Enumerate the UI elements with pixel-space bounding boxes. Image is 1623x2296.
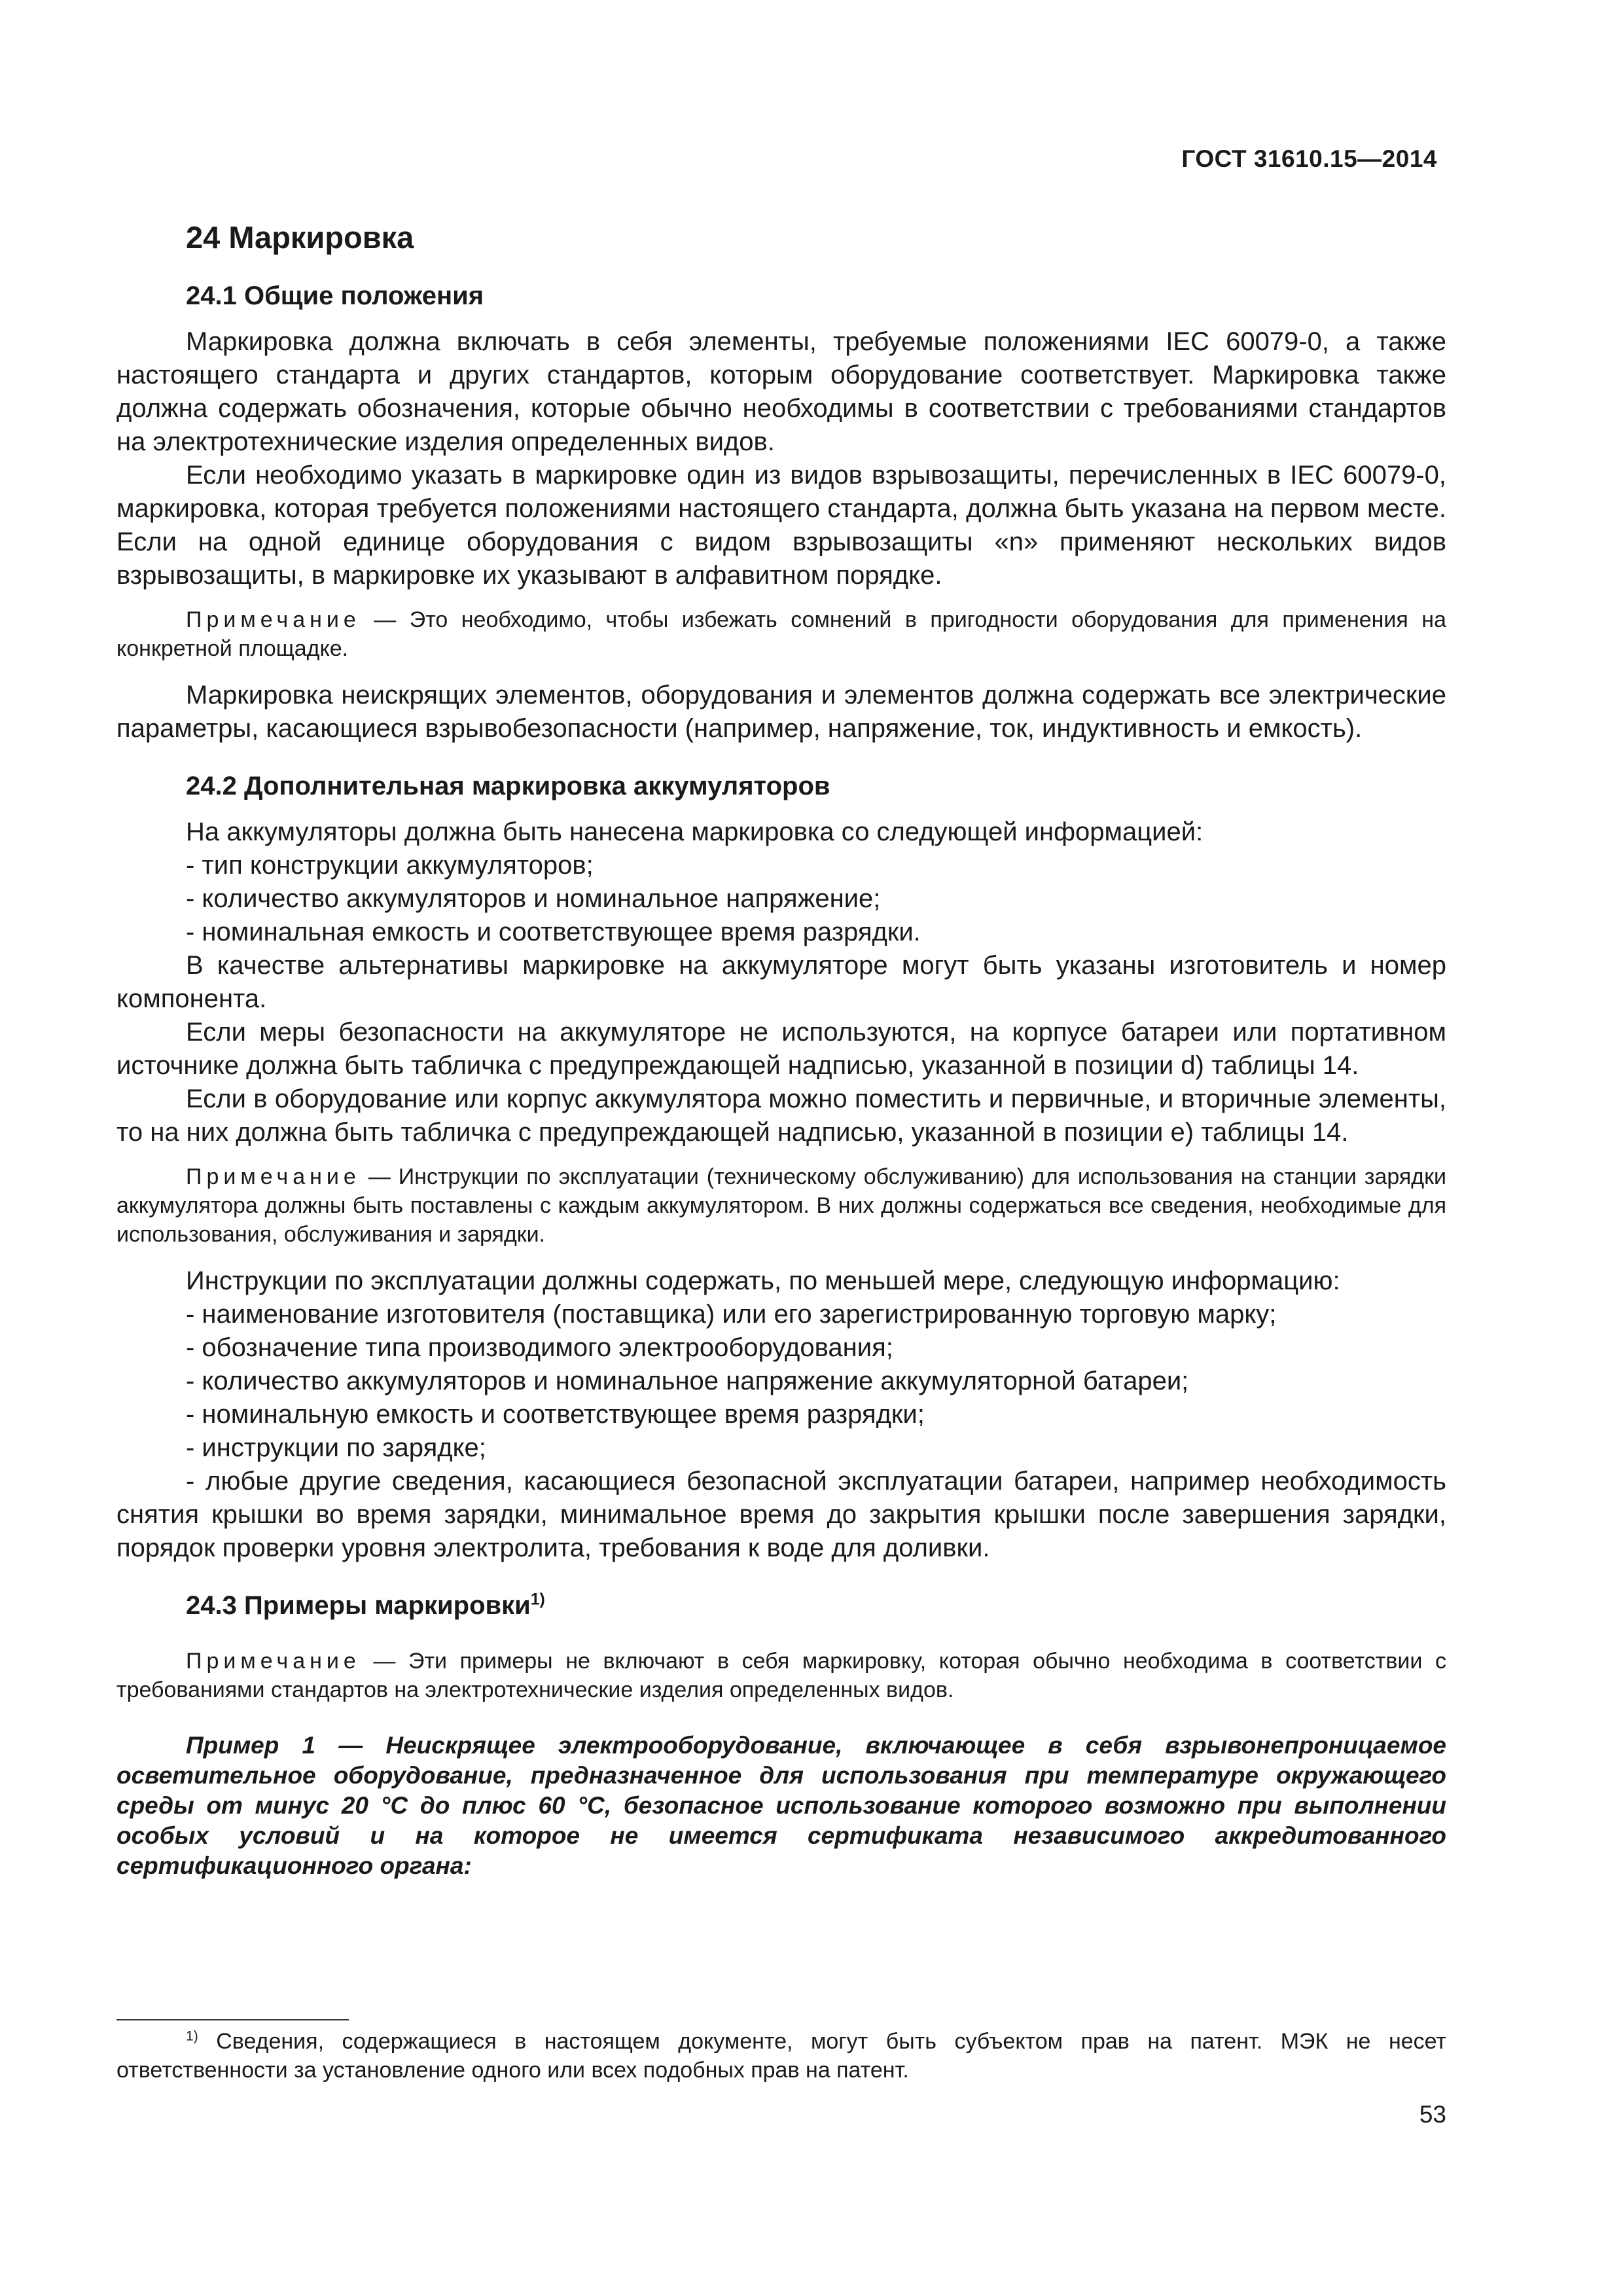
paragraph: Инструкции по эксплуатации должны содержать, по меньшей мере, следующую информацию: bbox=[186, 1266, 1340, 1295]
note-text: — Это необходимо, чтобы избежать сомнений в пригодности оборудования для применения на конкретной площадке. bbox=[116, 607, 1446, 661]
paragraph: Маркировка должна включать в себя элементы, требуемые положениями IEC 60079-0, а также настоящего стандарта и других стандартов, которым оборудование соответствует. Маркировка также должна содержать обозначения, которые обычно необходимы в соответствии с требованиями стандартов на электротехнические изделия определенных видов. bbox=[116, 327, 1446, 456]
note-label: Примечание bbox=[186, 1164, 361, 1189]
list-item: - наименование изготовителя (поставщика) или его зарегистрированную торговую марку; bbox=[186, 1300, 1277, 1329]
note bbox=[116, 1162, 1446, 1249]
footnote-text: Сведения, содержащиеся в настоящем документе, могут быть субъектом прав на патент. МЭК не несет ответственности за установление одного или всех подобных прав на патент. bbox=[116, 2029, 1446, 2083]
list-item: - инструкции по зарядке; bbox=[186, 1433, 486, 1462]
section-24-1-title: 24.1 Общие положения bbox=[186, 281, 484, 310]
footnote-divider bbox=[116, 2019, 349, 2020]
list-item-long: - любые другие сведения, касающиеся безопасной эксплуатации батареи, например необходимость снятия крышки во время зарядки, минимальное время до закрытия крышки после завершения зарядки, порядок проверки уровня электролита, требования к воде для доливки. bbox=[116, 1467, 1446, 1562]
section-title-text: 24.3 Примеры маркировки bbox=[186, 1591, 531, 1620]
note bbox=[116, 605, 1446, 663]
footnote-mark: 1) bbox=[186, 2028, 198, 2044]
paragraph: На аккумуляторы должна быть нанесена маркировка со следующей информацией: bbox=[186, 817, 1204, 846]
footnote-ref: 1) bbox=[530, 1590, 545, 1609]
note-text: — Эти примеры не включают в себя маркировку, которая обычно необходима в соответствии с требованиями стандартов на электротехнические изделия определенных видов. bbox=[116, 1649, 1446, 1702]
page-number: 53 bbox=[1419, 2101, 1446, 2128]
section-24-3-title bbox=[186, 1591, 1446, 1621]
list-item: - обозначение типа производимого электрооборудования; bbox=[186, 1333, 893, 1362]
paragraph: В качестве альтернативы маркировке на аккумуляторе могут быть указаны изготовитель и номер компонента. bbox=[116, 951, 1446, 1013]
list-item: - номинальную емкость и соответствующее время разрядки; bbox=[186, 1400, 925, 1429]
footnote bbox=[116, 2027, 1446, 2085]
paragraph: Если в оборудование или корпус аккумулятора можно поместить и первичные, и вторичные элементы, то на них должна быть табличка с предупреждающей надписью, указанной в позиции e) таблицы 14. bbox=[116, 1085, 1446, 1147]
section-24-2-title: 24.2 Дополнительная маркировка аккумуляторов bbox=[186, 772, 830, 800]
note-label: Примечание bbox=[186, 607, 361, 632]
example-1: Пример 1 — Неискрящее электрооборудование, включающее в себя взрывонепроницаемое осветительное оборудование, предназначенное для использования при температуре окружающего среды от минус 20 °С до плюс 60 °С, безопасное использование которого возможно при выполнении особых условий и на которое не имеется сертификата независимого аккредитованного сертификационного органа: bbox=[116, 1732, 1446, 1879]
note-text: — Инструкции по эксплуатации (техническому обслуживанию) для использования на станции зарядки аккумулятора должны быть поставлены с каждым аккумулятором. В них должны содержаться все сведения, необходимые для использования, обслуживания и зарядки. bbox=[116, 1164, 1446, 1247]
paragraph: Если необходимо указать в маркировке один из видов взрывозащиты, перечисленных в IEC 60079-0, маркировка, которая требуется положениями настоящего стандарта, должна быть указана на первом месте. Если на одной единице оборудования с видом взрывозащиты «n» применяют нескольких видов взрывозащиты, в маркировке их указывают в алфавитном порядке. bbox=[116, 461, 1446, 590]
paragraph: Маркировка неискрящих элементов, оборудования и элементов должна содержать все электрические параметры, касающиеся взрывобезопасности (например, напряжение, ток, индуктивность и емкость). bbox=[116, 681, 1446, 743]
note bbox=[116, 1647, 1446, 1704]
list-item: - номинальная емкость и соответствующее время разрядки. bbox=[186, 918, 921, 946]
document-header: ГОСТ 31610.15—2014 bbox=[1181, 145, 1437, 172]
list-item: - количество аккумуляторов и номинальное напряжение аккумуляторной батареи; bbox=[186, 1367, 1189, 1395]
main-content bbox=[116, 219, 1446, 1881]
list-item: - тип конструкции аккумуляторов; bbox=[186, 851, 594, 880]
paragraph: Если меры безопасности на аккумуляторе не используются, на корпусе батареи или портативном источнике должна быть табличка с предупреждающей надписью, указанной в позиции d) таблицы 14. bbox=[116, 1018, 1446, 1080]
section-24-title: 24 Маркировка bbox=[186, 220, 414, 255]
list-item: - количество аккумуляторов и номинальное напряжение; bbox=[186, 884, 881, 913]
note-label: Примечание bbox=[186, 1649, 361, 1674]
